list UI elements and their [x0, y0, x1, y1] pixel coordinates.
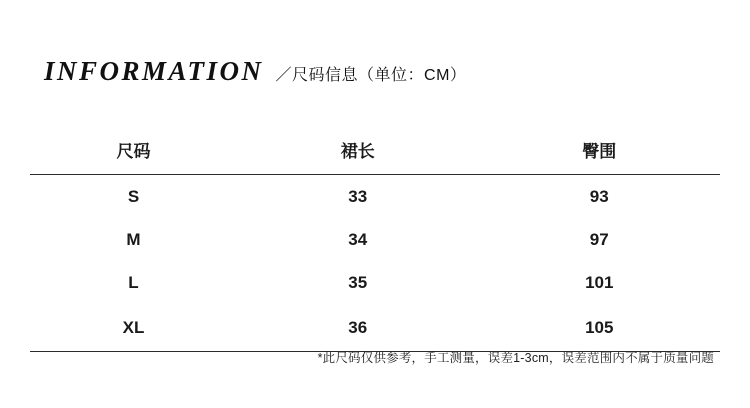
measurement-disclaimer: *此尺码仅供参考，手工测量，误差1-3cm，误差范围内不属于质量问题: [317, 351, 714, 365]
cell-skirt-length: 36: [237, 304, 479, 352]
cell-hip: 105: [479, 304, 721, 352]
column-header-size: 尺码: [30, 132, 237, 175]
table-row: [30, 261, 720, 304]
size-table: [30, 132, 720, 352]
column-header-skirt-length: 裙长: [237, 132, 479, 175]
cell-hip: 97: [589, 229, 609, 249]
column-header-hip: 臀围: [479, 132, 721, 175]
table-row: [30, 304, 720, 352]
table-row: [30, 175, 720, 219]
cell-size: S: [127, 186, 140, 206]
table-header-row: [30, 132, 720, 175]
size-table-header: [30, 132, 720, 175]
cell-skirt-length: 35: [348, 272, 368, 292]
page-title: [44, 56, 466, 87]
cell-skirt-length: 33: [348, 186, 368, 206]
cell-size: XL: [30, 304, 237, 352]
page-title-main: INFORMATION: [44, 56, 264, 86]
size-table-body: [30, 175, 720, 352]
cell-hip: 93: [589, 186, 609, 206]
table-row: [30, 218, 720, 261]
cell-hip: 101: [585, 272, 614, 292]
size-table-wrapper: [30, 132, 720, 352]
cell-skirt-length: 34: [348, 229, 368, 249]
page-title-subtitle: ／尺码信息（单位：CM）: [275, 67, 467, 84]
cell-size: M: [126, 229, 141, 249]
cell-size: L: [128, 272, 139, 292]
